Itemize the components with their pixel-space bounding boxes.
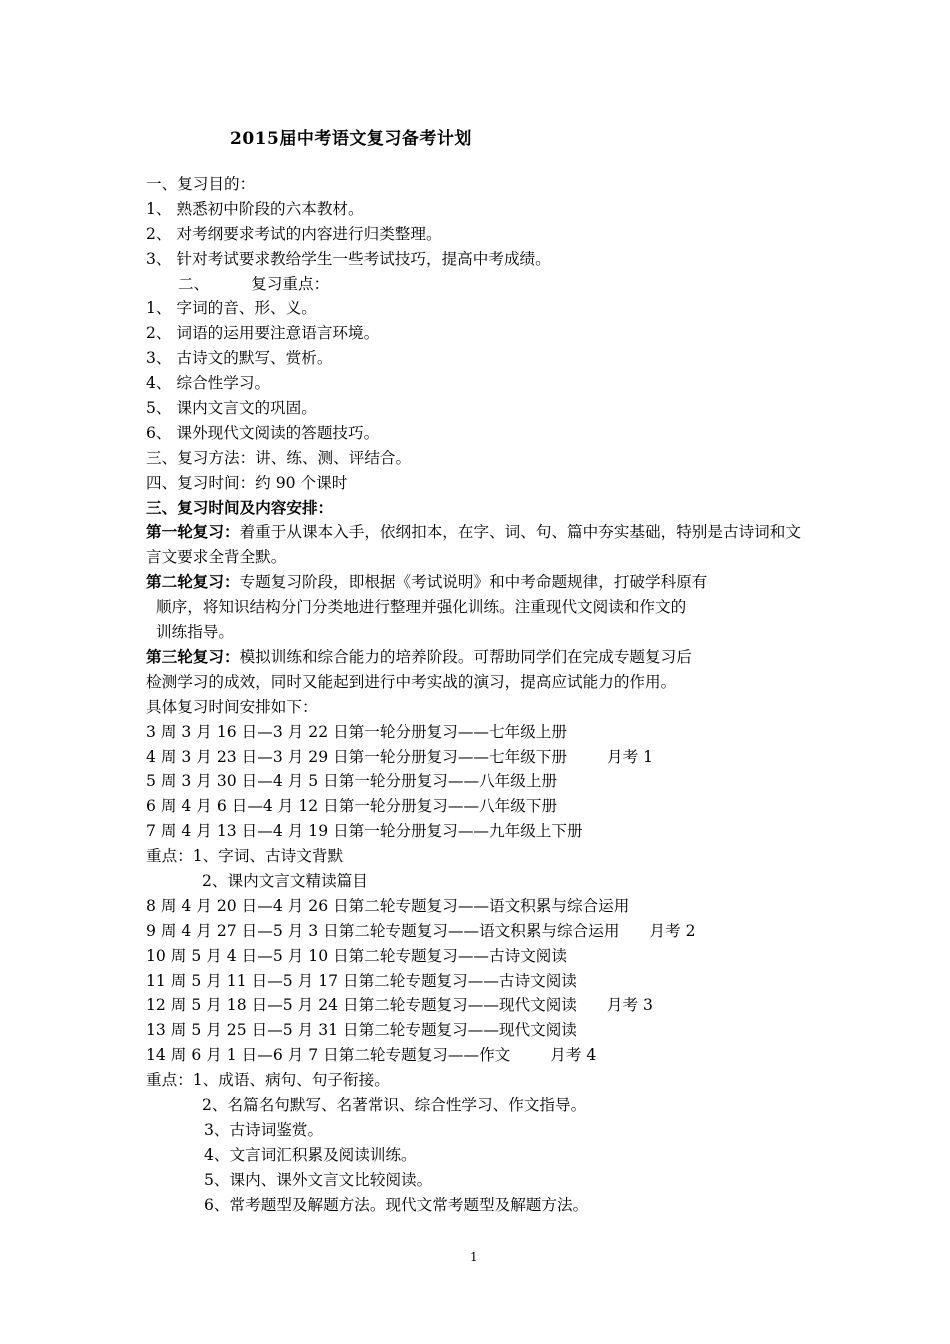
- goal-item: 2、 对考纲要求考试的内容进行归类整理。: [146, 224, 442, 243]
- schedule-row-text: 13 周 5 月 25 日—5 月 31 日第二轮专题复习——现代文阅读: [146, 1021, 577, 1040]
- key-points-2-item: 5、课内、课外文言文比较阅读。: [204, 1170, 433, 1189]
- goal-item: 1、 熟悉初中阶段的六本教材。: [146, 199, 364, 218]
- focus-item: 1、 字词的音、形、义。: [146, 299, 317, 318]
- goal-item: 3、 针对考试要求教给学生一些考试技巧，提高中考成绩。: [146, 249, 551, 268]
- monthly-exam-label: 月考 1: [606, 747, 654, 766]
- schedule-row: [146, 944, 816, 969]
- section-method: 三、复习方法：讲、练、测、评结合。: [146, 448, 412, 467]
- schedule-row-text: 7 周 4 月 13 日—4 月 19 日第一轮分册复习——九年级上下册: [146, 822, 583, 841]
- round3-paragraph: [146, 645, 816, 670]
- round2-label: 第二轮复习：: [146, 572, 240, 592]
- round1-text: 着重于从课本入手，依纲扣本，在字、词、句、篇中夯实基础，特别是古诗词和文言文要求全背全默。: [146, 523, 801, 567]
- schedule-row: [146, 894, 816, 919]
- round3-text-1: 模拟训练和综合能力的培养阶段。可帮助同学们在完成专题复习后: [239, 647, 692, 666]
- schedule-row-text: 14 周 6 月 1 日—6 月 7 日第二轮专题复习——作文: [146, 1046, 511, 1065]
- round3-label: 第三轮复习：: [146, 646, 240, 666]
- round2-text-3: 训练指导。: [156, 623, 234, 642]
- round2-paragraph: [146, 570, 816, 595]
- schedule-row-text: 4 周 3 月 23 日—3 月 29 日第一轮分册复习——七年级下册: [146, 747, 567, 766]
- document-title: 2015届中考语文复习备考计划: [230, 129, 472, 149]
- round2-text-1: 专题复习阶段，即根据《考试说明》和中考命题规律，打破学科原有: [239, 573, 708, 592]
- schedule-row: [146, 794, 816, 819]
- schedule-row-text: 3 周 3 月 16 日—3 月 22 日第一轮分册复习——七年级上册: [146, 722, 567, 741]
- key-points-2-item: 4、文言词汇积累及阅读训练。: [204, 1145, 417, 1164]
- schedule-row: [146, 919, 816, 944]
- section-time: 四、复习时间：约 90 个课时: [146, 473, 348, 492]
- focus-item: 4、 综合性学习。: [146, 374, 271, 393]
- schedule-row-text: 5 周 3 月 30 日—4 月 5 日第一轮分册复习——八年级上册: [146, 772, 558, 791]
- schedule-row: [146, 720, 816, 745]
- section-arrangement-heading: 三、复习时间及内容安排：: [146, 497, 334, 517]
- round3-text-2: 检测学习的成效，同时又能起到进行中考实战的演习，提高应试能力的作用。: [146, 672, 677, 691]
- key-points-2-item: 3、古诗词鉴赏。: [204, 1120, 324, 1139]
- focus-item: 2、 词语的运用要注意语言环境。: [146, 324, 380, 343]
- key-points-2-item: 6、常考题型及解题方法。现代文常考题型及解题方法。: [204, 1195, 589, 1214]
- focus-item: 5、 课内文言文的巩固。: [146, 399, 317, 418]
- monthly-exam-label: 月考 4: [550, 1046, 597, 1065]
- round1-label: 第一轮复习：: [146, 522, 240, 542]
- schedule-row: [146, 1018, 816, 1043]
- schedule-row-text: 10 周 5 月 4 日—5 月 10 日第二轮专题复习——古诗文阅读: [146, 946, 567, 965]
- monthly-exam-label: 月考 2: [649, 921, 696, 940]
- schedule-row: [146, 745, 816, 770]
- section-focus-label: 复习重点：: [251, 274, 330, 293]
- schedule-row: [146, 969, 816, 994]
- page-number: 1: [470, 1250, 478, 1264]
- schedule-row-text: 11 周 5 月 11 日—5 月 17 日第二轮专题复习——古诗文阅读: [146, 971, 577, 990]
- section-focus-number: 二、: [178, 274, 210, 293]
- section-goals-heading: 一、复习目的：: [146, 175, 256, 193]
- schedule-row: [146, 819, 816, 844]
- key-points-1-item: 2、课内文言文精读篇目: [202, 871, 368, 890]
- schedule-row: [146, 1043, 816, 1068]
- schedule-intro: 具体复习时间安排如下：: [146, 697, 318, 716]
- section-focus-heading: [146, 272, 816, 297]
- round1-paragraph: [146, 520, 816, 570]
- focus-item: 6、 课外现代文阅读的答题技巧。: [146, 423, 380, 442]
- schedule-row-text: 9 周 4 月 27 日—5 月 3 日第二轮专题复习——语文积累与综合运用: [146, 921, 620, 940]
- key-points-2-label: 重点：1、成语、病句、句子衔接。: [146, 1071, 390, 1090]
- document-body: [146, 172, 816, 1217]
- schedule-row-text: 12 周 5 月 18 日—5 月 24 日第二轮专题复习——现代文阅读: [146, 996, 577, 1015]
- schedule-row: [146, 993, 816, 1018]
- key-points-1-label: 重点：1、字词、古诗文背默: [146, 847, 344, 866]
- focus-item: 3、 古诗文的默写、赏析。: [146, 349, 333, 368]
- round2-text-2: 顺序，将知识结构分门分类地进行整理并强化训练。注重现代文阅读和作文的: [156, 598, 687, 617]
- monthly-exam-label: 月考 3: [606, 996, 653, 1015]
- schedule-row-text: 6 周 4 月 6 日—4 月 12 日第一轮分册复习——八年级下册: [146, 797, 558, 816]
- schedule-row: [146, 769, 816, 794]
- schedule-row-text: 8 周 4 月 20 日—4 月 26 日第二轮专题复习——语文积累与综合运用: [146, 896, 630, 915]
- key-points-2-item: 2、名篇名句默写、名著常识、综合性学习、作文指导。: [202, 1095, 587, 1114]
